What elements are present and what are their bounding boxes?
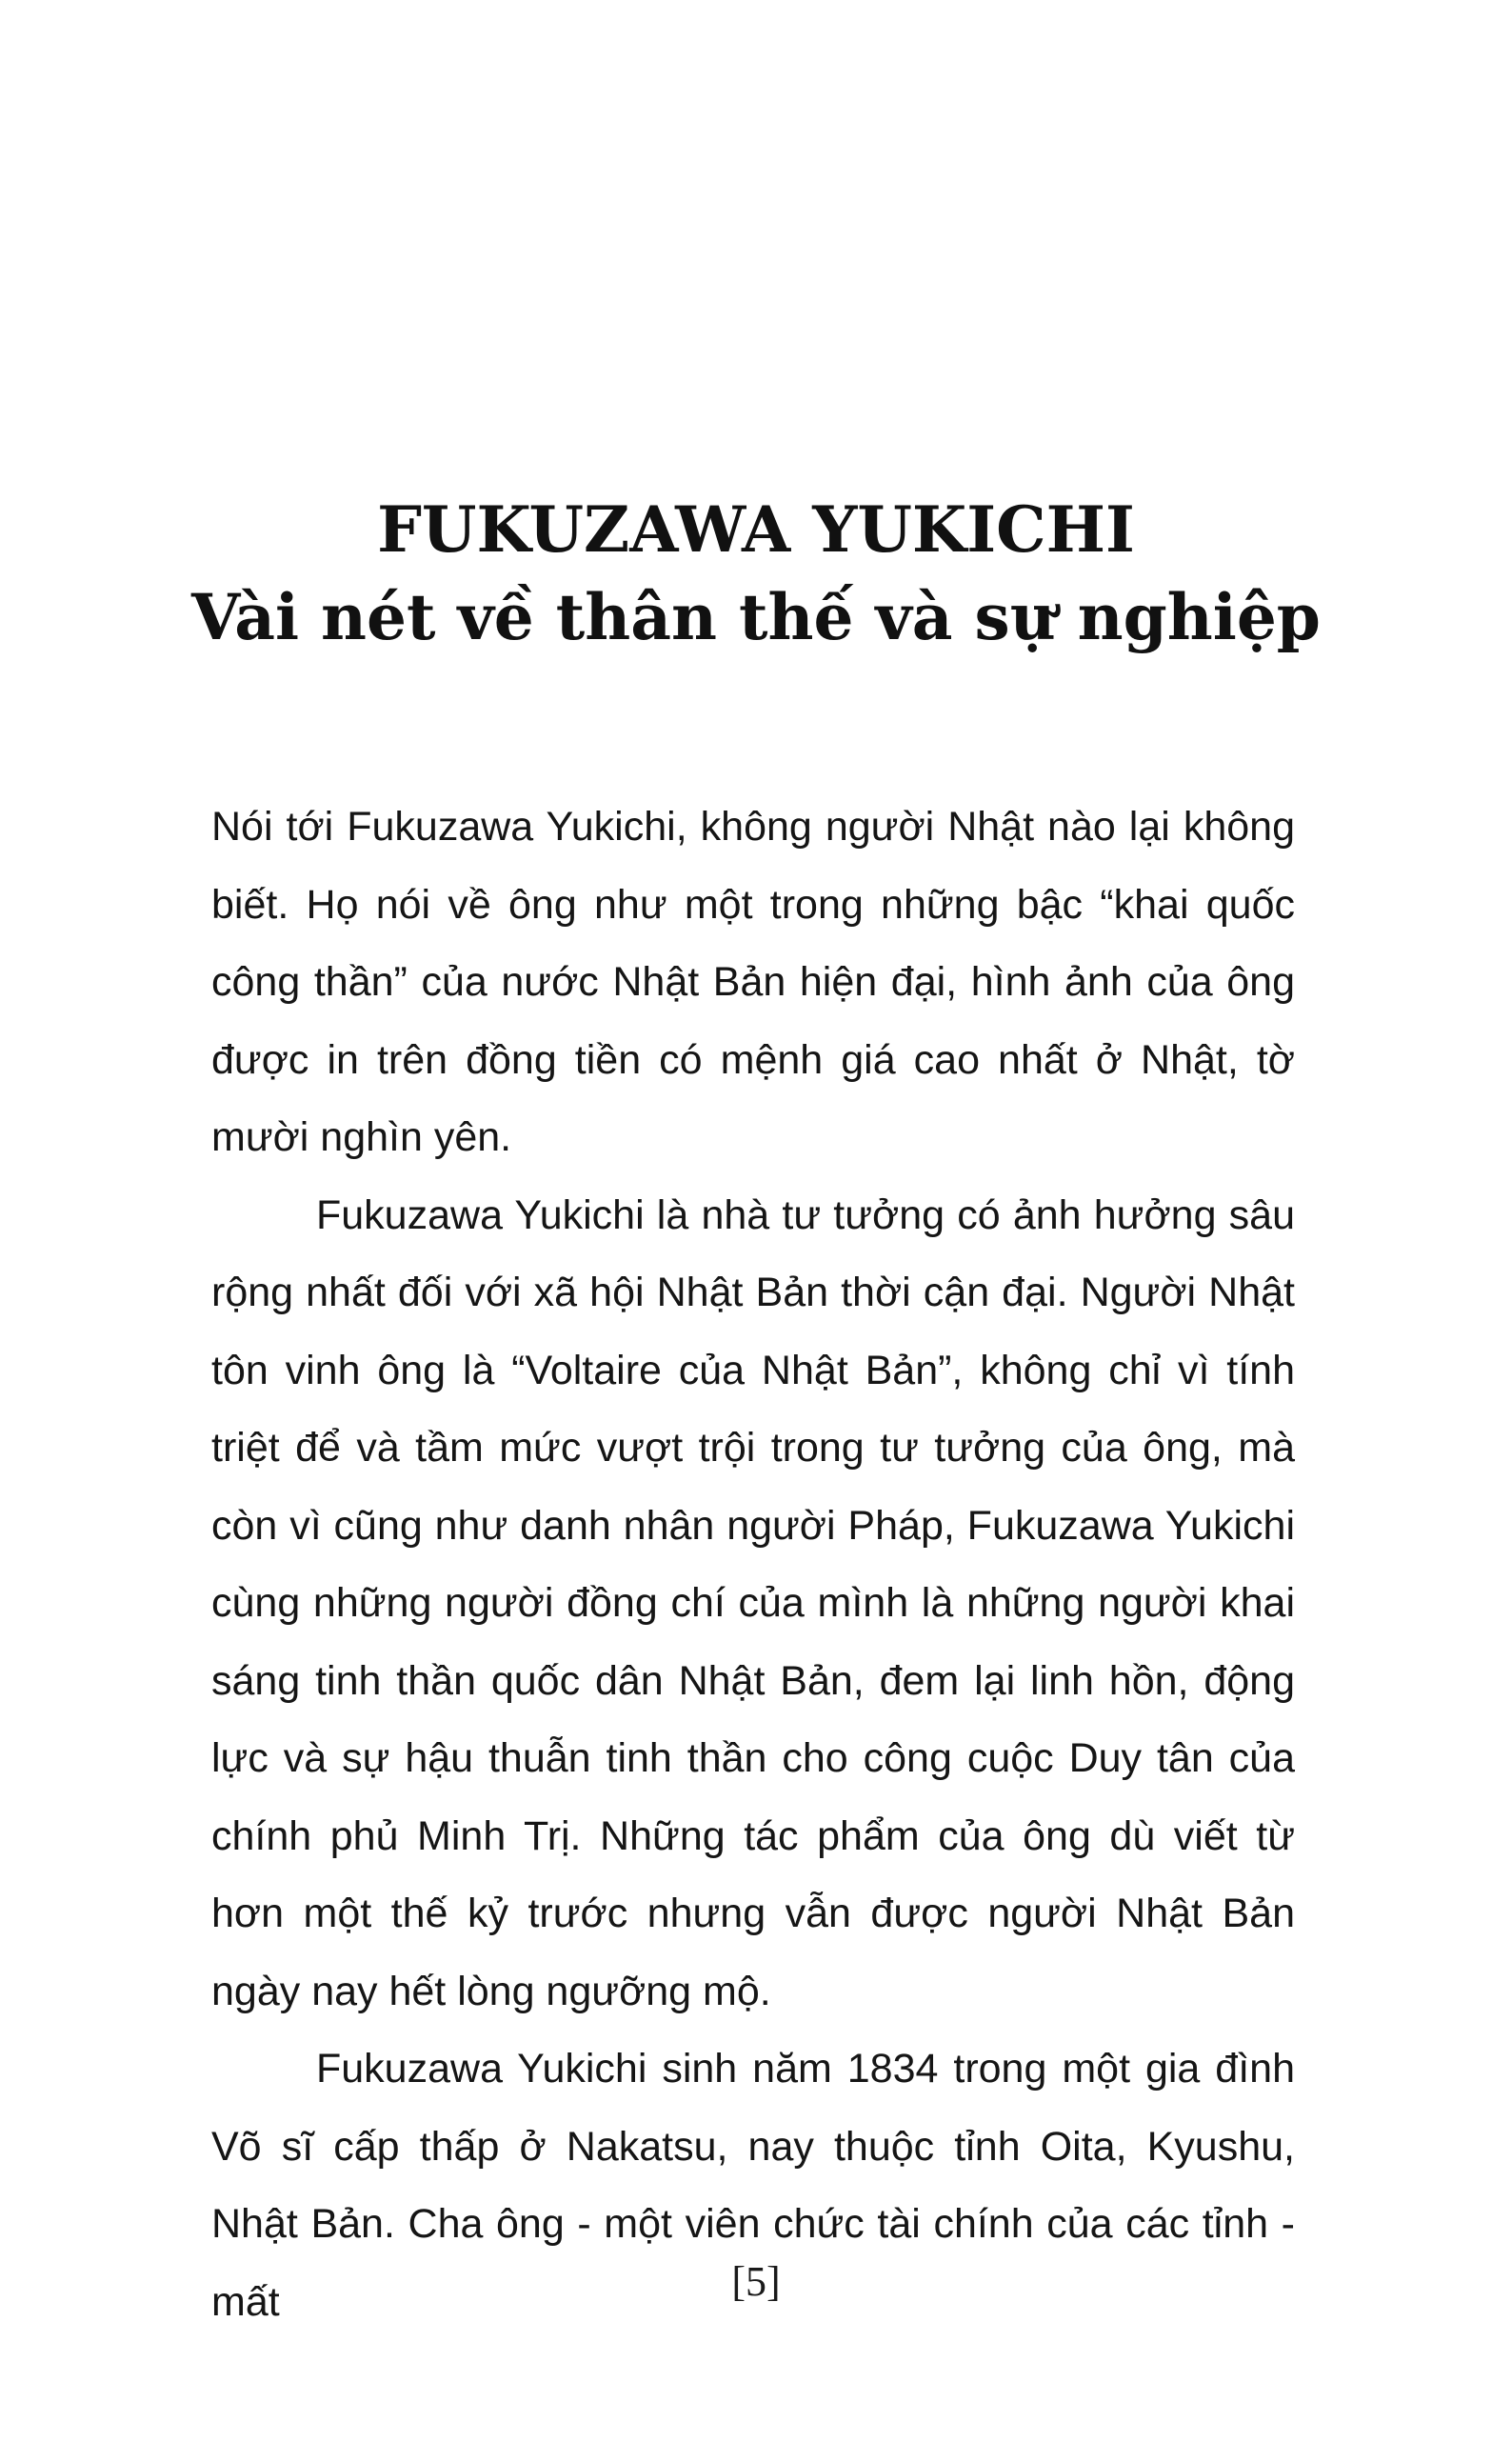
- paragraph-birth: Fukuzawa Yukichi sinh năm 1834 trong một gia đình Võ sĩ cấp thấp ở Nakatsu, nay thuộc tỉnh Oita, Kyushu, Nhật Bản. Cha ông - một viên chức tài chính của các tỉnh - mất: [211, 2046, 1295, 2325]
- chapter-subtitle: Vài nét về thân thế và sự nghiệp: [191, 580, 1321, 654]
- page-number: [5]: [731, 2258, 781, 2305]
- chapter-title: FUKUZAWA YUKICHI: [377, 492, 1135, 567]
- chapter-heading: [0, 490, 1512, 656]
- paragraph-influence: Fukuzawa Yukichi là nhà tư tưởng có ảnh hưởng sâu rộng nhất đối với xã hội Nhật Bản thời cận đại. Người Nhật tôn vinh ông là “Voltaire của Nhật Bản”, không chỉ vì tính triệt để và tầm mức vượt trội trong tư tưởng của ông, mà còn vì cũng như danh nhân người Pháp, Fukuzawa Yukichi cùng những người đồng chí của mình là những người khai sáng tinh thần quốc dân Nhật Bản, đem lại linh hồn, động lực và sự hậu thuẫn tinh thần cho công cuộc Duy tân của chính phủ Minh Trị. Những tác phẩm của ông dù viết từ hơn một thế kỷ trước nhưng vẫn được người Nhật Bản ngày nay hết lòng ngưỡng mộ.: [211, 1191, 1295, 2014]
- body-text: [211, 789, 1295, 2341]
- paragraph-intro: Nói tới Fukuzawa Yukichi, không người Nhật nào lại không biết. Họ nói về ông như một trong những bậc “khai quốc công thần” của nước Nhật Bản hiện đại, hình ảnh của ông được in trên đồng tiền có mệnh giá cao nhất ở Nhật, tờ mười nghìn yên.: [211, 804, 1295, 1160]
